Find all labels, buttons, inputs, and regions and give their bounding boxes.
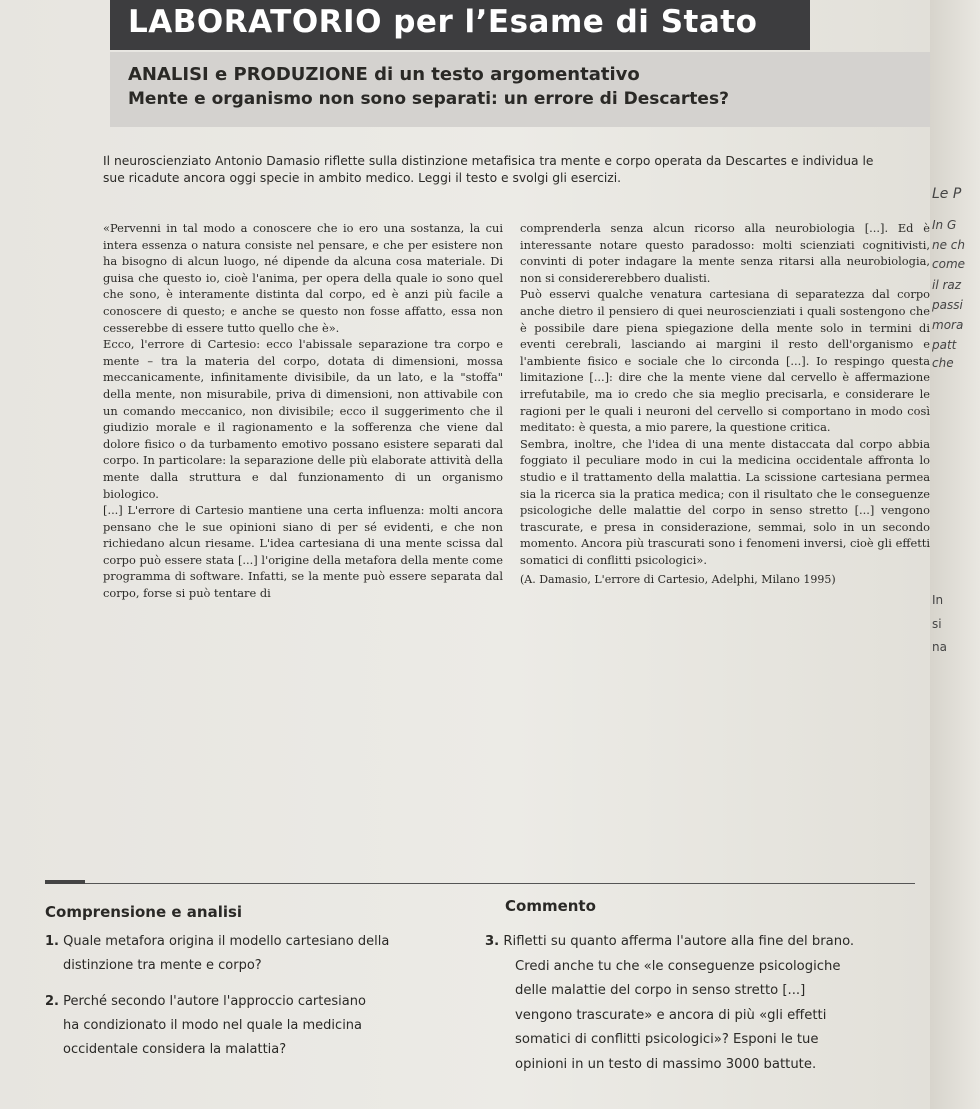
section-heading: ANALISI e PRODUZIONE di un testo argomentativo — [128, 64, 640, 85]
comprensione-heading: Comprensione e analisi — [45, 903, 243, 921]
question-3 — [485, 930, 930, 1077]
adjacent-page-edge — [930, 0, 980, 1109]
lab-banner — [110, 0, 810, 50]
section-divider — [45, 883, 915, 884]
page-subtitle: Mente e organismo non sono separati: un errore di Descartes? — [128, 89, 729, 109]
edge-fragment: il raz — [932, 278, 962, 292]
question-text: opinioni in un testo di massimo 3000 battute. — [515, 1056, 817, 1072]
question-text: delle malattie del corpo in senso stretto [...] — [515, 983, 806, 998]
question-number: 3. — [485, 934, 500, 949]
edge-fragment: come — [932, 257, 966, 271]
question-text: somatici di conflitti psicologici»? Esponi le tue — [515, 1032, 819, 1047]
question-text: distinzione tra mente e corpo? — [63, 958, 262, 973]
commento-heading: Commento — [505, 897, 596, 915]
question-text: occidentale considera la malattia? — [63, 1042, 287, 1057]
edge-fragment: In G — [932, 218, 957, 232]
section-band — [110, 52, 930, 127]
question-2 — [45, 990, 475, 1062]
text-paragraph: Ecco, l'errore di Cartesio: ecco l'abissale separazione tra corpo e mente – tra la materia del corpo, dotata di dimensioni, mossa meccanicamente, infinitamente divisibile, da un lato, e la "stoffa" della mente, non misurabile, priva di dimensioni, non attivabile con un comando meccanico, non divisibile; ecco il suggerimento che il giudizio morale e il ragionamento e la sofferenza che viene dal dolore fisico o da turbamento emotivo possano esistere separati dal corpo. In particolare: la separazione delle più elaborate attività della mente dalla struttura e dal funzionamento di un organismo biologico. — [103, 337, 503, 501]
text-paragraph: Può esservi qualche venatura cartesiana di separatezza dal corpo anche dietro il pensiero di quei neuroscienziati i quali sostengono che è possibile dare piena spiegazione della mente solo in termini di eventi cerebrali, lasciando ai margini il resto dell'organismo e l'ambiente fisico e sociale che lo circonda [...]. Io respingo questa limitazione [...]: dire che la mente viene dal cervello è affermazione irrefutabile, ma io credo che sia meglio precisarla, e considerare le ragioni per le quali i neuroni del cervello si comportano in modo così meditato: è questa, a mio parere, la questione critica. — [520, 287, 930, 435]
edge-fragment: che — [932, 356, 954, 370]
edge-fragment: patt — [932, 338, 957, 352]
edge-fragment: passi — [932, 298, 963, 312]
edge-fragment: na — [932, 640, 947, 654]
edge-fragment: Le P — [932, 186, 962, 202]
text-paragraph: Sembra, inoltre, che l'idea di una mente distaccata dal corpo abbia foggiato il peculiare modo in cui la medicina occidentale affronta lo studio e il trattamento della malattia. La scissione cartesiana permea sia la ricerca sia la pratica medica; con il risultato che le conseguenze psicologiche delle malattie del corpo in senso stretto [...] vengono trascurate, e presa in considerazione, semmai, solo in un secondo momento. Ancora più trascurati sono i fenomeni inversi, cioè gli effetti somatici di conflitti psicologici». — [520, 436, 930, 567]
question-text: Perché secondo l'autore l'approccio cartesiano — [63, 994, 366, 1009]
question-text: Credi anche tu che «le conseguenze psicologiche — [515, 958, 841, 974]
citation: (A. Damasio, L'errore di Cartesio, Adelphi, Milano 1995) — [520, 573, 836, 587]
text-column-left — [103, 220, 503, 602]
text-paragraph: comprenderla senza alcun ricorso alla neurobiologia [...]. Ed è interessante notare questo paradosso: molti scienziati cognitivisti, convinti di poter indagare la mente senza ritarsi alla neurobiologia, non si considererebbero dualisti. — [520, 221, 930, 285]
edge-fragment: In — [932, 593, 944, 607]
question-text: Rifletti su quanto afferma l'autore alla fine del brano. — [503, 934, 855, 949]
text-paragraph: [...] L'errore di Cartesio mantiene una certa influenza: molti ancora pensano che le sue opinioni siano di per sé evidenti, e che non richiedano alcun riesame. L'idea cartesiana di una mente scissa dal corpo può essere stata [...] l'origine della metafora della mente come programma di software. Infatti, se la mente può essere separata dal corpo, forse si può tentare di — [103, 503, 503, 601]
text-column-right — [520, 220, 930, 589]
lab-title: LABORATORIO per l’Esame di Stato — [128, 4, 758, 40]
intro-paragraph: Il neuroscienziato Antonio Damasio riflette sulla distinzione metafisica tra mente e corpo operata da Descartes e individua le sue ricadute ancora oggi specie in ambito medico. Leggi il testo e svolgi gli esercizi. — [103, 154, 874, 185]
question-number: 1. — [45, 934, 59, 949]
question-number: 2. — [45, 994, 59, 1009]
question-text: vengono trascurate» e ancora di più «gli effetti — [515, 1007, 827, 1023]
edge-fragment: ne ch — [932, 238, 966, 252]
edge-fragment: si — [932, 617, 942, 631]
question-text: Quale metafora origina il modello cartesiano della — [63, 934, 390, 949]
question-1 — [45, 930, 475, 978]
question-text: ha condizionato il modo nel quale la medicina — [63, 1018, 363, 1033]
edge-fragment: mora — [932, 318, 964, 332]
text-paragraph: «Pervenni in tal modo a conoscere che io ero una sostanza, la cui intera essenza o natura consiste nel pensare, e che per esistere non ha bisogno di alcun luogo, né dipende da alcuna cosa materiale. Di guisa che questo io, cioè l'anima, per opera della quale io sono quel che sono, è interamente distinta dal corpo, ed è anzi più facile a conoscere di questo; e anche se questo non fosse affatto, essa non cesserebbe di essere tutto quello che è». — [103, 221, 503, 335]
